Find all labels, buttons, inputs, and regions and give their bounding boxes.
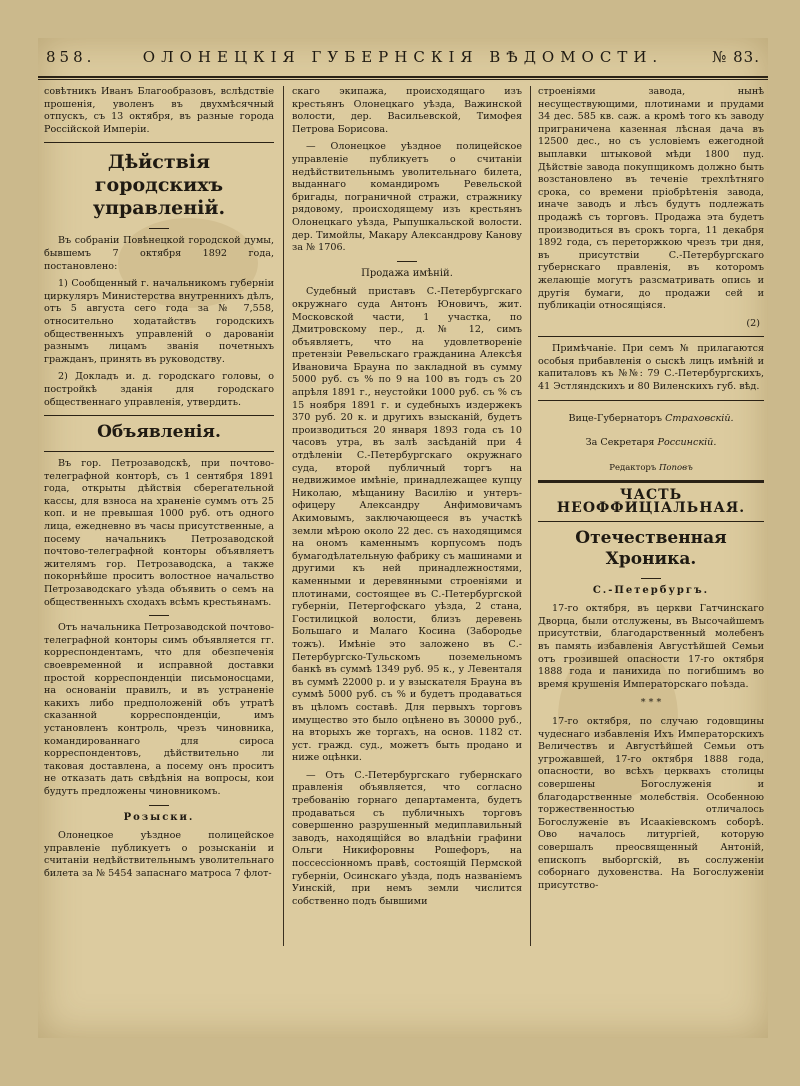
short-divider — [149, 228, 169, 229]
signature-secretary — [538, 437, 764, 450]
paragraph: 2) Докладъ и. д. городскаго головы, о постройкѣ зданія для городскаго общественнаго управленія, утвердить. — [44, 371, 274, 408]
divider — [538, 480, 764, 483]
divider — [538, 400, 764, 401]
paragraph: Въ гор. Петрозаводскѣ, при почтово-телеграфной конторѣ, съ 1 сентября 1891 года, открыты дѣйствія сберегательной кассы, для взноса на храненіе суммъ отъ 25 коп. и не превышая 1000 руб. отъ одного лица, ежедневно въ часы присутственные, а посему начальникъ Петрозаводской почтово-телеграфной конторы объявляетъ жителямъ гор. Петрозаводска, а также покорнѣйше проситъ волостное начальство Петрозаводскаго уѣзда объявить о семъ на общественныхъ сходахъ всѣмъ крестьянамъ. — [44, 458, 274, 608]
paragraph: Въ собраніи Повѣнецкой городской думы, бывшемъ 7 октября 1892 года, постановлено: — [44, 235, 274, 272]
section-heading-spb: С.-Петербургъ. — [592, 584, 710, 596]
paragraph: — Отъ С.-Петербургскаго губернскаго правленія объявляется, что согласно требованію горнаго департамента, будетъ продаваться съ публичныхъ торговъ совершенно разрушенный медиплавильный заводъ, находящійся во владѣніи графини Ольги Никифоровны Рошефоръ, на поссессіонномъ правѣ, состоящій Пермской губерніи, Осинскаго уѣзда, подъ названіемъ Уинскій, при немъ земли числится собственно подъ бывшими — [292, 769, 522, 907]
paragraph: совѣтникъ Иванъ Благообразовъ, вслѣдствіе прошенія, уволенъ въ двухмѣсячный отпускъ, съ 13 октября, въ разные города Россійской Имперіи. — [44, 86, 274, 135]
paragraph: скаго экипажа, происходящаго изъ крестьянъ Олонецкаго уѣзда, Важинской волости, дер. Васильевской, Тимофея Петрова Борисова. — [292, 86, 522, 135]
paragraph: — Олонецкое уѣздное полицейское управленіе публикуетъ о считаніи недѣйствительнымъ уволительнаго билета, выданнаго командиромъ Ревельской бригады, пограничной стражи, стражнику рядовому, происходящему изъ крестьянъ Олонецкаго уѣзда, Рыпушкальской волости. дер. Тимойлы, Макару Александрову Канову за № 1706. — [292, 141, 522, 254]
column-rule — [530, 86, 531, 946]
section-heading-ads: Объявленія. — [97, 422, 221, 443]
signature-name: Поповъ — [659, 462, 693, 473]
column-rule — [283, 86, 284, 946]
paragraph: 17-го октября, въ церкви Гатчинскаго Дворца, были отслужены, въ Высочайшемъ присутствіи, благодарственный молебенъ въ память избавленія Августѣйшей Семьи отъ грозившей опасности 17-го октября 1888 года и панихида по погибшимъ во время крушенія Императорскаго поѣзда. — [538, 603, 764, 690]
page-number: 858. — [46, 48, 96, 66]
section-heading-sale: Продажа имѣній. — [361, 267, 453, 279]
unofficial-part-heading: ЧАСТЬ НЕОФФИЦІАЛЬНАЯ. — [556, 487, 746, 517]
paragraph: 17-го октября, по случаю годовщины чудеснаго избавленія Ихъ Императорскихъ Величествъ и Августѣйшей Семьи отъ угрожавшей, 17-го октября 1888 года, опасности, во всѣхъ церквахъ столицы совершены Богослуженія и благодарственные молебствія. Особенною торжественностью отличалось Богослуженіе въ Исаакіевскомъ соборѣ. Ово началось литургіей, которую совершалъ преосвященный Антоній, епископъ выборгскій, въ сослуженіи соборнаго духовенства. На Богослуженіи присутство- — [538, 715, 764, 891]
divider — [44, 451, 274, 452]
section-heading-city: Дѣйствія городскихъ управленій. — [92, 151, 226, 220]
signature-label: За Секретаря — [585, 437, 655, 449]
signature-label: Редакторъ — [609, 462, 657, 473]
page-header — [38, 48, 768, 72]
column-1 — [44, 86, 274, 946]
column-2 — [292, 86, 522, 946]
issue-number: № 83. — [712, 48, 760, 66]
signature-name: Россинскій. — [657, 437, 717, 449]
short-divider — [149, 805, 169, 806]
paragraph: строеніями завода, нынѣ несуществующими, плотинами и прудами 34 дес. 585 кв. саж. а кромѣ того къ заводу приграничена казенная лѣсная дача въ 12500 дес., но съ условіемъ ежегодной выплавки штыковой мѣди 1800 пуд. Дѣйствіе завода покупщикомъ должно быть возстановлено въ теченіе трехлѣтняго срока, со времени пріобрѣтенія завода, иначе заводъ и лѣсъ будутъ подлежать продажѣ съ торговъ. Продажа эта будетъ производиться въ срокъ торга, 11 декабря 1892 года, съ переторжкою чрезъ три дня, въ присутствіи С.-Петербургскаго губернскаго правленія, въ которомъ желающіе могутъ разсматривать опись и другія бумаги, до продажи сей и публикаціи относящіяся. — [538, 86, 764, 312]
header-rule — [38, 76, 768, 80]
marker: (2) — [746, 317, 760, 329]
signature-label: Вице-Губернаторъ — [568, 412, 663, 424]
paragraph: Судебный приставъ С.-Петербургскаго окружнаго суда Антонъ Юновичъ, жит. Московской части, 1 участка, по Дмитровскому пер., д. № 12, симъ объявляетъ, что на удовлетвореніе претензіи Ревельскаго гражданина Алексѣя Ивановича Брауна по закладной въ сумму 5000 руб. съ % по 9 на 100 въ годъ съ 20 апрѣля 1891 г., неустойки 1000 руб. съ % съ 15 ноября 1891 г. и судебныхъ издержекъ 370 руб. 20 к. и другихъ взысканій, будетъ производиться 20 января 1893 года съ 10 часовъ утра, въ залѣ засѣданій при 4 отдѣленіи С.-Петербургскаго окружнаго суда, второй публичный торгъ на недвижимое имѣніе, принадлежащее купцу Николаю, мѣщанину Василію и унтеръ-офицеру Александру Анфимовичамъ Акимовымъ, заключающееся въ участкѣ земли мѣрою около 22 дес. съ находящимся на ономъ каменнымъ корпусомъ подъ бумагодѣлательную фабрику съ машинами и другими къ ней принадлежностями, каменными и деревянными строеніями и плотинами, состоящее въ С.-Петербургской губерніи, Петергофскаго уѣзда, 2 стана, Гостилицкой волости, близъ деревень Большаго и Малаго Косина (Забородье тожъ). Имѣніе это заложено въ С.-Петербургско-Тульскомъ поземельномъ банкѣ въ суммѣ 1349 руб. 95 к., у Левенталя въ суммѣ 22000 р. и у взыскателя Брауна въ суммѣ 5000 руб. съ % и будетъ продаваться въ цѣломъ составѣ. Для первыхъ торговъ имущество это было оцѣнено въ 30000 руб., на вторыхъ же торгахъ, на основ. 1182 ст. уст. гражд. суд., можетъ быть продано и ниже оцѣнки. — [292, 286, 522, 764]
divider — [44, 142, 274, 143]
signature-vice-governor — [538, 413, 764, 426]
short-divider — [149, 615, 169, 616]
section-heading-search: Розыски. — [123, 811, 195, 823]
divider — [538, 521, 764, 522]
divider — [538, 336, 764, 337]
newspaper-page — [38, 38, 768, 1038]
signature-editor — [538, 462, 764, 475]
paragraph: Отъ начальника Петрозаводской почтово-телеграфной конторы симъ объявляется гг. корреспондентамъ, что для обезпеченія своевременной и исправной доставки простой корреспонденціи письмоносцами, на основаніи правилъ, и въ устраненіе какихъ либо предположеній объ утратѣ сказанной корреспонденціи, имъ установленъ контроль, чрезъ чиновника, командированнаго для сироса корреспондентовъ, дѣйствительно ли таковая доставлена, а посему онъ проситъ не отказать дать свѣдѣнія на вопросы, кои будутъ предложены чиновникомъ. — [44, 622, 274, 797]
note: Примѣчаніе. При семъ № прилагаются особыя прибавленія о сыскѣ лицъ имѣній и капиталовъ къ №№: 79 С.-Петербургскихъ, 41 Эстляндскихъ и 80 Виленскихъ губ. вѣд. — [538, 343, 764, 393]
paragraph: Олонецкое уѣздное полицейское управленіе публикуетъ о розысканіи и считаніи недѣйствительнымъ уволительнаго билета за № 5454 запаснаго матроса 7 флот- — [44, 830, 274, 879]
signature-name: Страховскій. — [665, 412, 734, 424]
section-heading-chronicle: Отечественная Хроника. — [575, 527, 727, 569]
divider — [44, 415, 274, 416]
short-divider — [397, 261, 417, 262]
column-3 — [538, 86, 764, 946]
newspaper-title: ОЛОНЕЦКІЯ ГУБЕРНСКІЯ ВѢДОМОСТИ. — [142, 48, 664, 66]
asterism: * * * — [640, 697, 662, 709]
paragraph: 1) Сообщенный г. начальникомъ губерніи циркуляръ Министерства внутреннихъ дѣлъ, отъ 5 августа сего года за № 7,558, относительно ходатайствъ городскихъ общественныхъ управленій о дарованіи разнымъ лицамъ званія почетныхъ гражданъ, принять въ руководству. — [44, 278, 274, 365]
short-divider — [641, 578, 661, 579]
